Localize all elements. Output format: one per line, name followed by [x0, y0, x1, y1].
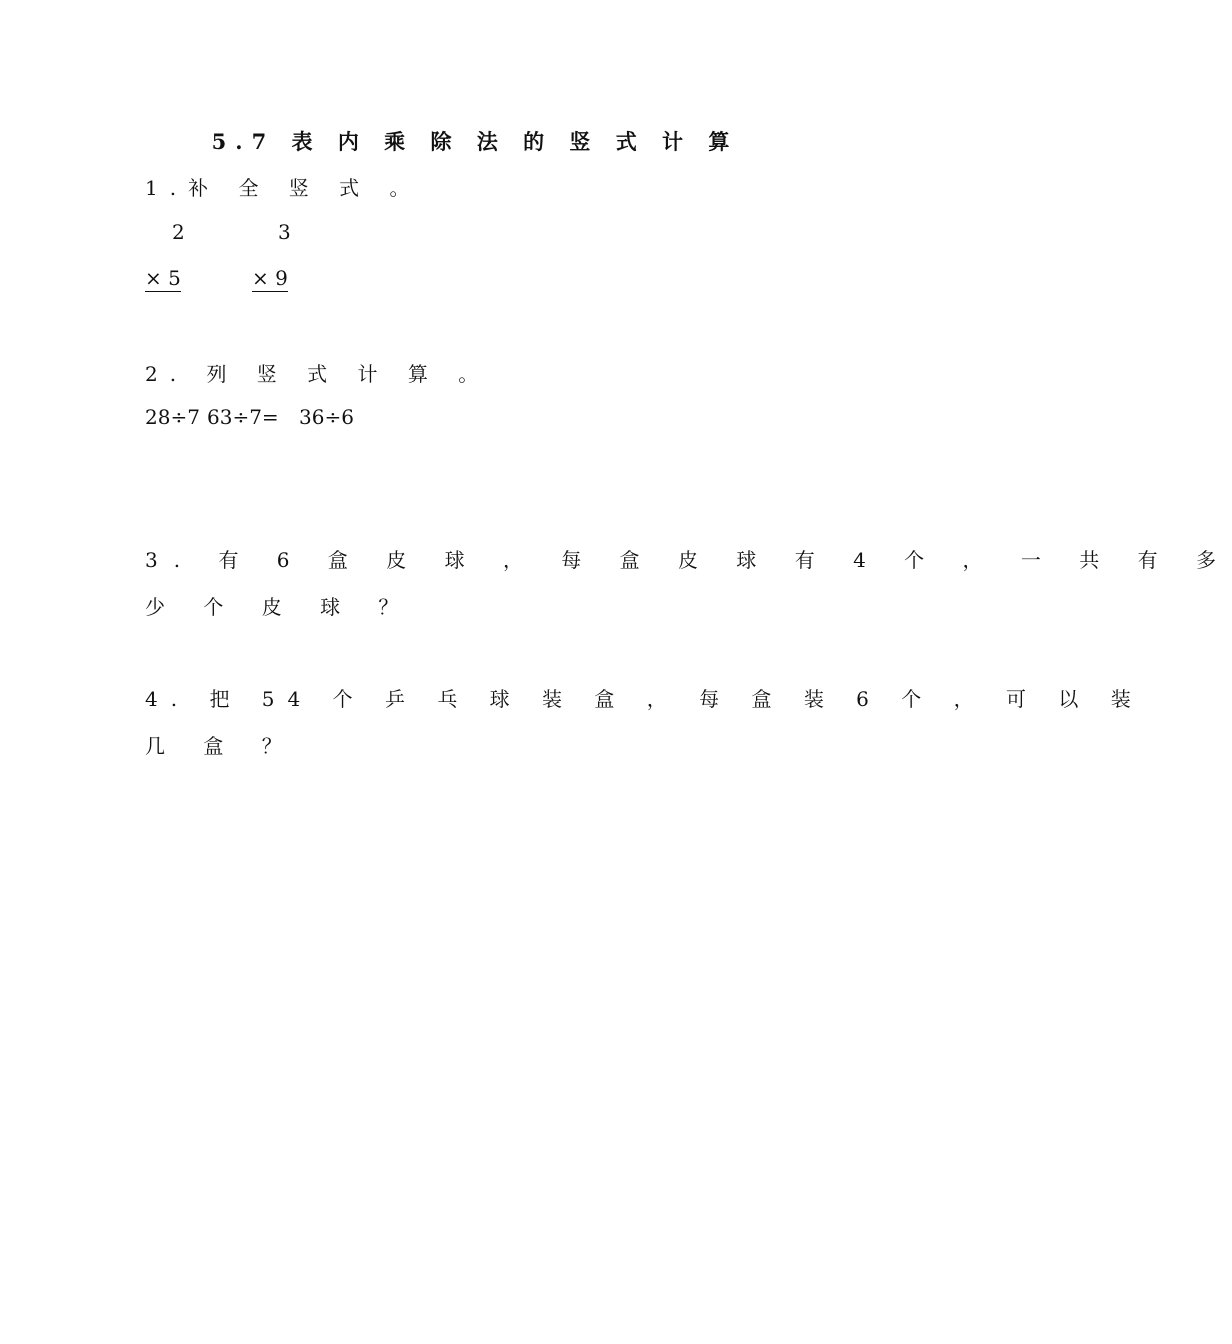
- q1-problem-1-multiplier: × 5: [145, 266, 181, 290]
- question-1-heading: 1.补 全 竖 式 。: [145, 176, 422, 200]
- question-4-line-2: 几 盒 ？: [145, 734, 298, 758]
- q1-problem-1-top-number: 2: [172, 220, 185, 244]
- q1-problem-2-multiplier: × 9: [252, 266, 288, 290]
- question-3-line-2: 少 个 皮 球 ？: [145, 595, 415, 619]
- q2-division-item-1: 28÷7: [145, 405, 200, 429]
- question-4-line-1: 4. 把 54 个 乒 乓 球 装 盒 ， 每 盒 装 6 个 ， 可 以 装: [145, 687, 1144, 711]
- q2-division-item-2: 63÷7=: [207, 405, 279, 429]
- page-title: 5.7 表 内 乘 除 法 的 竖 式 计 算: [211, 129, 739, 154]
- q1-problem-2-top-number: 3: [278, 220, 291, 244]
- question-2-heading: 2. 列 竖 式 计 算 。: [145, 362, 491, 386]
- question-3-line-1: 3. 有 6 盒 皮 球 ， 每 盒 皮 球 有 4 个 ， 一 共 有 多: [145, 548, 1232, 572]
- q2-division-item-3: 36÷6: [299, 405, 354, 429]
